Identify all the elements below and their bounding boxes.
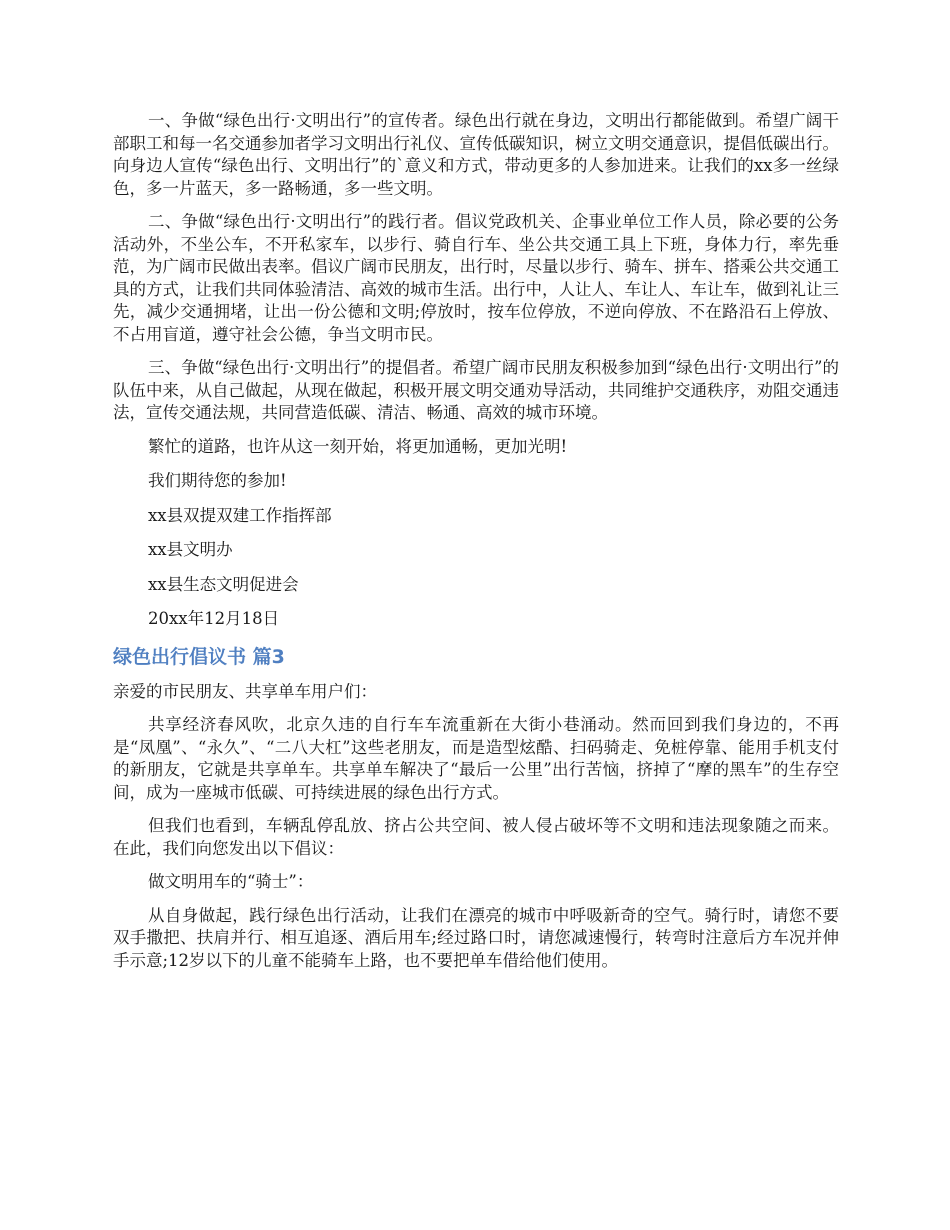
paragraph-shared-economy: 共享经济春风吹，北京久违的自行车车流重新在大街小巷涌动。然而回到我们身边的，不再是“凤凰”、“永久”、“二八大杠”这些老朋友，而是造型炫酷、扫码骑走、免桩停靠、能用手机支付的新朋友，它就是共享单车。共享单车解决了“最后一公里”出行苦恼，挤掉了“摩的黑车”的生存空间，成为一座城市低碳、可持续进展的绿色出行方式。 xyxy=(113,715,839,802)
document-page xyxy=(113,110,839,983)
closing-line: 繁忙的道路，也许从这一刻开始，将更加通畅，更加光明! xyxy=(148,436,568,456)
signature-civilization-office: xx县文明办 xyxy=(148,540,233,559)
closing-invite: 我们期待您的参加! xyxy=(148,471,287,490)
salutation: 亲爱的市民朋友、共享单车用户们： xyxy=(113,681,377,701)
paragraph-riding-rules: 从自身做起，践行绿色出行活动，让我们在漂亮的城市中呼吸新奇的空气。骑行时，请您不要双手撒把、扶肩并行、相互追逐、酒后用车;经过路口时，请您减速慢行，转弯时注意后方车况并伸手示意;12岁以下的儿童不能骑车上路，也不要把单车借给他们使用。 xyxy=(113,905,839,970)
paragraph-problems: 但我们也看到，车辆乱停乱放、挤占公共空间、被人侵占破坏等不文明和违法现象随之而来。在此，我们向您发出以下倡议： xyxy=(113,816,839,858)
paragraph-practitioner: 二、争做“绿色出行·文明出行”的践行者。倡议党政机关、企事业单位工作人员，除必要的公务活动外，不坐公车，不开私家车，以步行、骑自行车、坐公共交通工具上下班，身体力行，率先垂范，为广阔市民做出表率。倡议广阔市民朋友，出行时，尽量以步行、骑车、拼车、搭乘公共交通工具的方式，让我们共同体验清洁、高效的城市生活。出行中，人让人、车让人、车让车，做到礼让三先，减少交通拥堵，让出一份公德和文明;停放时，按车位停放，不逆向停放、不在路沿石上停放、不占用盲道，遵守社会公德，争当文明市民。 xyxy=(113,212,839,344)
document-date: 20xx年12月18日 xyxy=(148,609,280,628)
paragraph-propagandist: 一、争做“绿色出行·文明出行”的宣传者。绿色出行就在身边，文明出行都能做到。希望广阔干部职工和每一名交通参加者学习文明出行礼仪、宣传低碳知识，树立文明交通意识，提倡低碳出行。向身边人宣传“绿色出行、文明出行”的`意义和方式，带动更多的人参加进来。让我们的xx多一丝绿色，多一片蓝天，多一路畅通，多一些文明。 xyxy=(113,111,839,198)
paragraph-knight: 做文明用车的“骑士”： xyxy=(148,872,314,891)
signature-command-office: xx县双提双建工作指挥部 xyxy=(148,505,332,525)
signature-eco-association: xx县生态文明促进会 xyxy=(148,574,299,594)
paragraph-advocate: 三、争做“绿色出行·文明出行”的提倡者。希望广阔市民朋友积极参加到“绿色出行·文明出行”的队伍中来，从自己做起，从现在做起，积极开展文明交通劝导活动，共同维护交通秩序，劝阻交通违法，宣传交通法规，共同营造低碳、清洁、畅通、高效的城市环境。 xyxy=(113,358,839,422)
section-heading: 绿色出行倡议书 篇3 xyxy=(113,645,285,668)
